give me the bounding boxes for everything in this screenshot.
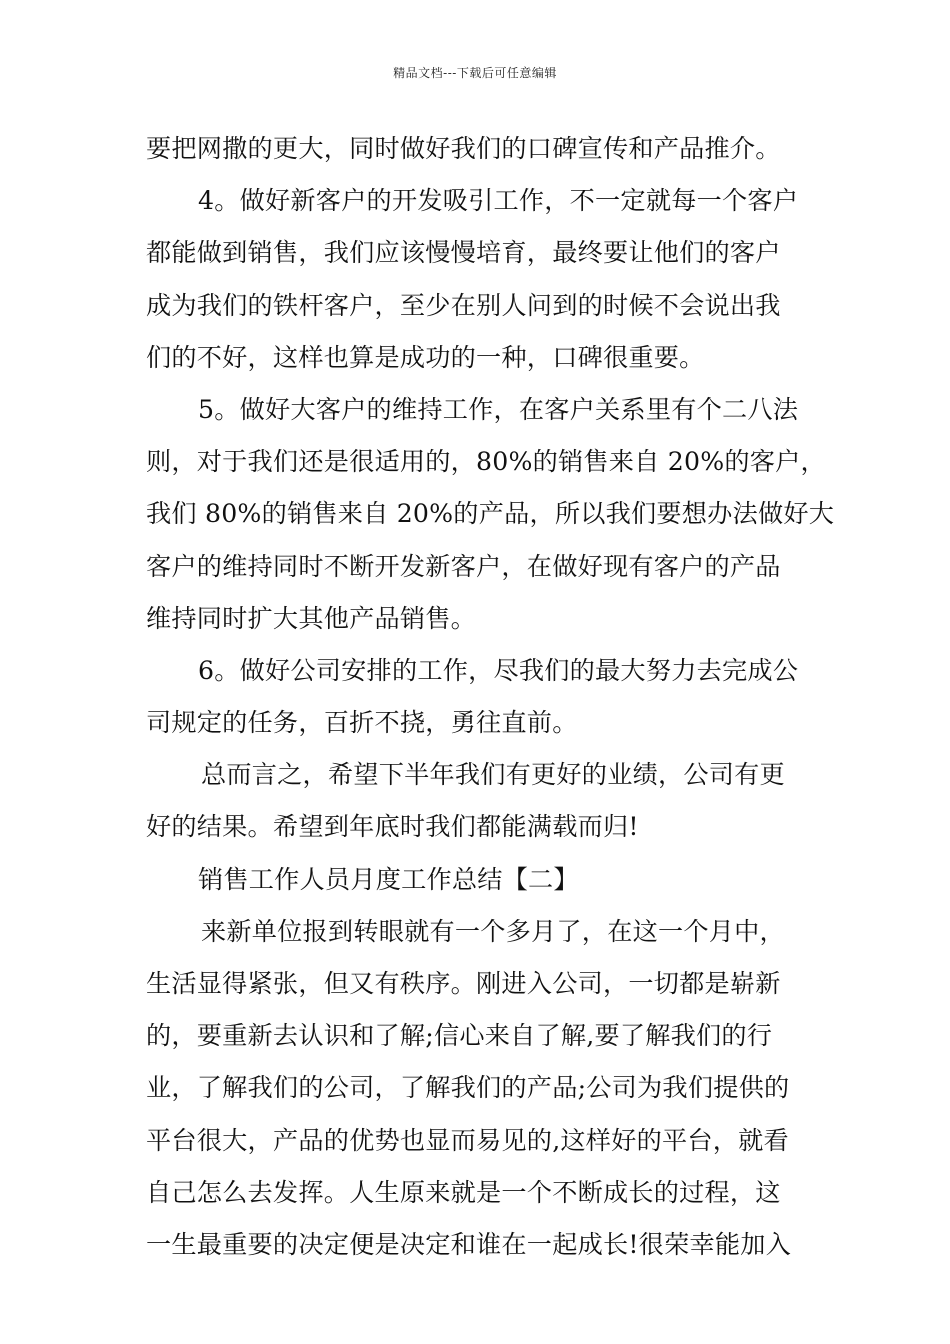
text-line: 的，要重新去认识和了解;信心来自了解,要了解我们的行 — [146, 1021, 773, 1051]
text-line: 司规定的任务，百折不挠，勇往直前。 — [146, 708, 578, 738]
text-line: 都能做到销售，我们应该慢慢培育，最终要让他们的客户 — [146, 238, 781, 268]
section-heading: 销售工作人员月度工作总结【二】 — [198, 864, 579, 894]
text-line: 4。做好新客户的开发吸引工作，不一定就每一个客户 — [198, 186, 799, 216]
text-line: 生活显得紧张，但又有秩序。刚进入公司，一切都是崭新 — [146, 969, 781, 998]
text-line: 自己怎么去发挥。人生原来就是一个不断成长的过程，这 — [146, 1177, 781, 1207]
text-line: 好的结果。希望到年底时我们都能满载而归! — [146, 812, 639, 842]
text-line: 总而言之，希望下半年我们有更好的业绩，公司有更 — [201, 760, 785, 790]
text-line: 5。做好大客户的维持工作，在客户关系里有个二八法 — [198, 394, 799, 424]
text-line: 一生最重要的决定便是决定和谁在一起成长!很荣幸能加入 — [146, 1229, 792, 1259]
text-line: 则，对于我们还是很适用的，80%的销售来自 20%的客户， — [146, 447, 826, 477]
text-line: 们的不好，这样也算是成功的一种，口碑很重要。 — [146, 342, 705, 372]
text-line: 来新单位报到转眼就有一个多月了，在这一个月中， — [201, 916, 785, 946]
text-line: 我们 80%的销售来自 20%的产品，所以我们要想办法做好大 — [146, 499, 835, 529]
text-line: 要把网撒的更大，同时做好我们的口碑宣传和产品推介。 — [146, 134, 781, 163]
document-body — [146, 123, 835, 1271]
text-line: 平台很大，产品的优势也显而易见的,这样好的平台，就看 — [146, 1125, 789, 1155]
text-line: 成为我们的铁杆客户，至少在别人问到的时候不会说出我 — [146, 290, 781, 320]
text-line: 6。做好公司安排的工作，尽我们的最大努力去完成公 — [198, 655, 799, 685]
text-line: 客户的维持同时不断开发新客户，在做好现有客户的产品 — [146, 551, 781, 581]
page-header: 精品文档---下载后可任意编辑 — [393, 66, 557, 80]
text-line: 维持同时扩大其他产品销售。 — [146, 603, 477, 633]
text-line: 业，了解我们的公司，了解我们的产品;公司为我们提供的 — [146, 1073, 790, 1103]
